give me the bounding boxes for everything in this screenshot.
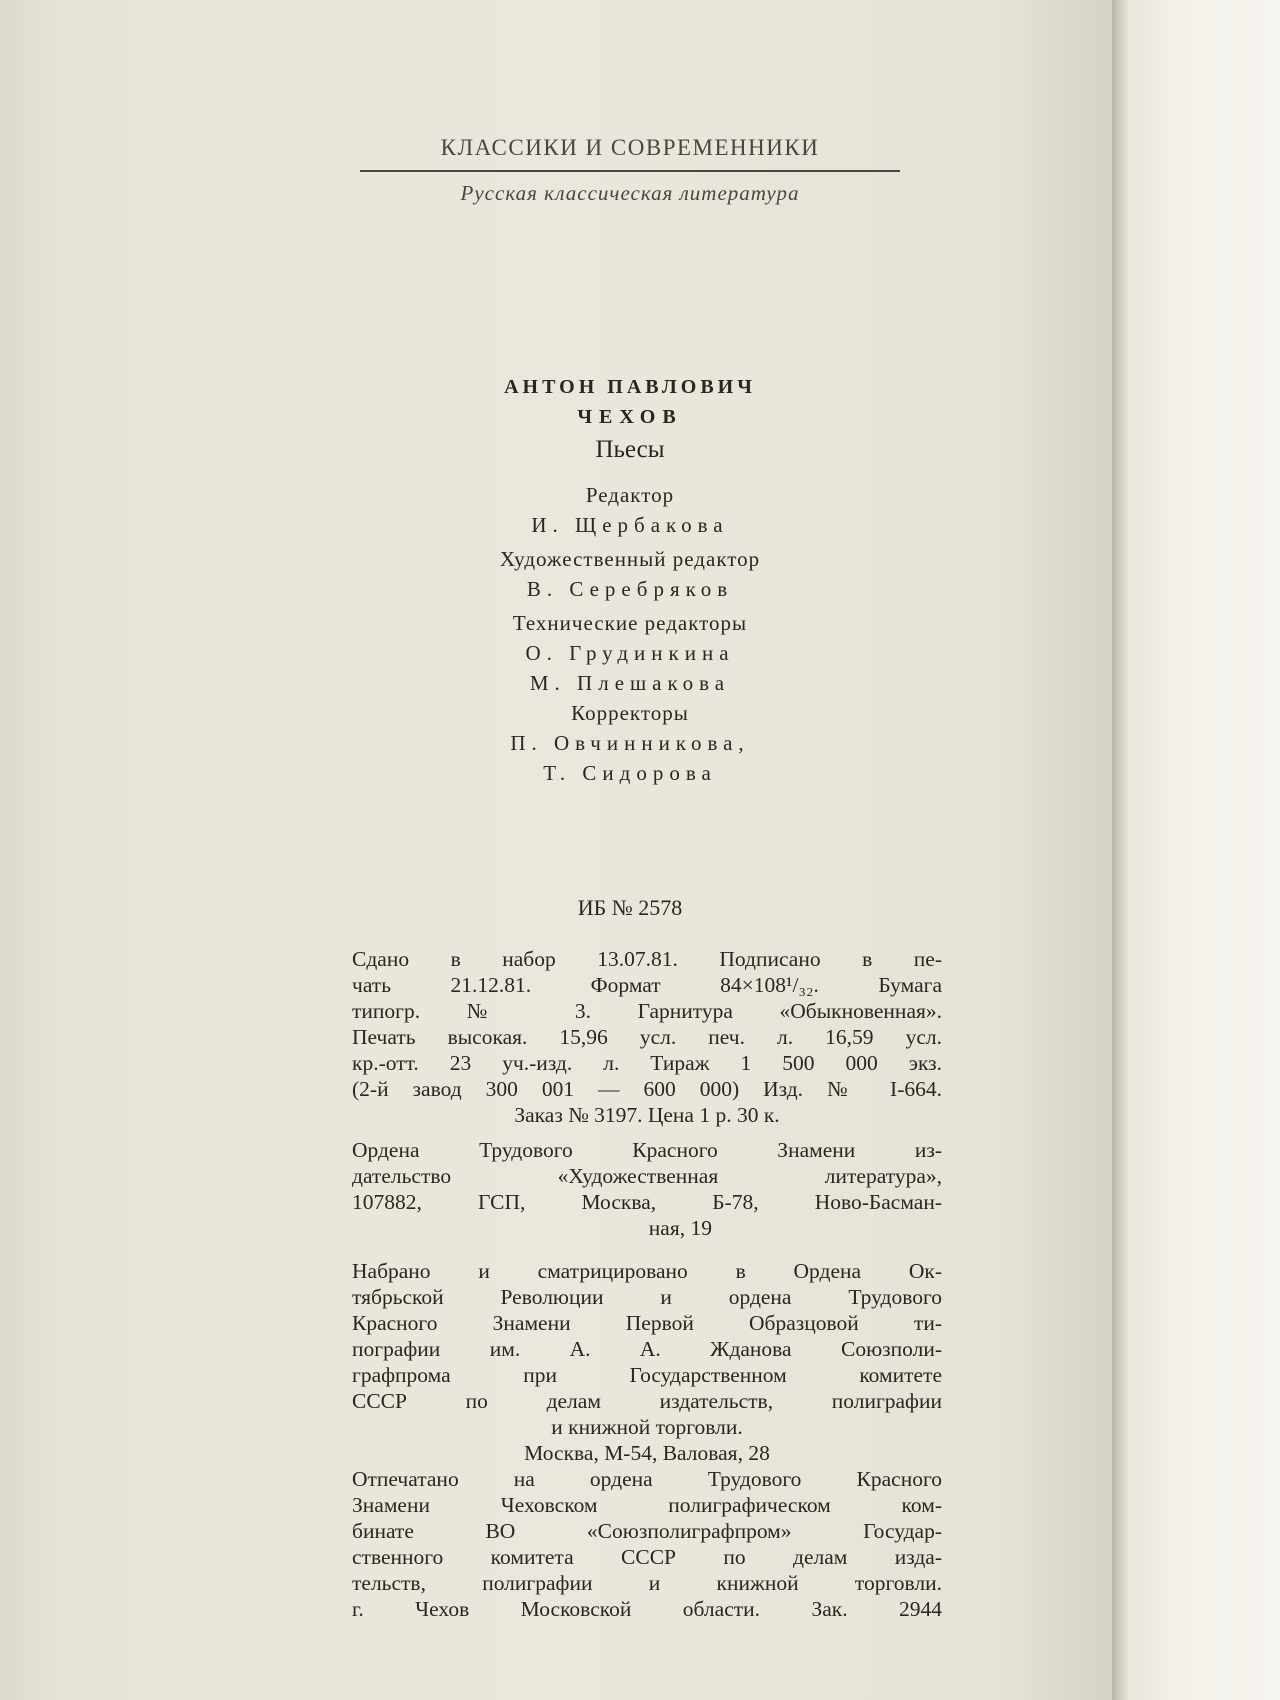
publisher-info-line: 107882, ГСП, Москва, Б-78, Ново-Басман- [352, 1190, 942, 1214]
author-name: АНТОН ПАВЛОВИЧ [504, 376, 756, 398]
print-info-line: типогр. № 3. Гарнитура «Обыкновенная». [352, 999, 942, 1023]
typeset-info-line: ственного комитета СССР по делам изда- [352, 1545, 942, 1569]
proofreaders-label: Корректоры [571, 701, 689, 725]
typeset-info-line: тельств, полиграфии и книжной торговли. [352, 1571, 942, 1595]
series-rule [360, 170, 900, 172]
typeset-info-line: г. Чехов Московской области. Зак. 2944 [352, 1597, 942, 1621]
series-name: КЛАССИКИ И СОВРЕМЕННИКИ [440, 135, 820, 160]
series-header [360, 130, 900, 208]
print-info-line: Сдано в набор 13.07.81. Подписано в пе- [352, 947, 942, 971]
editor-name: И. Щербакова [531, 513, 729, 537]
typeset-info-line: Знамени Чеховском полиграфическом ком- [352, 1493, 942, 1517]
publisher-info-line: Ордена Трудового Красного Знамени из- [352, 1138, 942, 1162]
author-surname: ЧЕХОВ [577, 406, 683, 428]
tech-editor-name: О. Грудинкина [525, 641, 735, 665]
print-info-line: Печать высокая. 15,96 усл. печ. л. 16,59 усл. [352, 1025, 942, 1049]
series-subtitle: Русская классическая литература [460, 181, 800, 205]
print-info [352, 946, 942, 1128]
typeset-info [352, 1258, 942, 1622]
publisher-info-line: ная, 19 [648, 1216, 712, 1240]
publisher-info-line: дательство «Художественная литература», [352, 1164, 942, 1188]
editor-label: Редактор [585, 483, 675, 507]
print-info-line: (2-й завод 300 001 — 600 000) Изд. № I-664. [352, 1077, 942, 1101]
typeset-info-line: тябрьской Революции и ордена Трудового [352, 1285, 942, 1309]
proofreader-name: П. Овчинникова, [510, 731, 750, 755]
ib-number: ИБ № 2578 [577, 895, 683, 920]
typeset-info-line: Красного Знамени Первой Образцовой ти- [352, 1311, 942, 1335]
typeset-info-line: бинате ВО «Союзполиграфпром» Государ- [352, 1519, 942, 1543]
typeset-info-line: Набрано и сматрицировано в Ордена Ок- [352, 1259, 942, 1283]
typeset-info-line: Москва, М-54, Валовая, 28 [524, 1441, 770, 1465]
art-editor-name: В. Серебряков [526, 577, 734, 601]
typeset-info-line: Отпечатано на ордена Трудового Красного [352, 1467, 942, 1491]
typeset-info-line: пографии им. А. А. Жданова Союзполи- [352, 1337, 942, 1361]
publisher-info [352, 1137, 942, 1241]
typeset-info-line: графпрома при Государственном комитете [352, 1363, 942, 1387]
book-title: Пьесы [595, 436, 665, 463]
typeset-info-line: СССР по делам издательств, полиграфии [352, 1389, 942, 1413]
tech-editor-name: М. Плешакова [529, 671, 731, 695]
page-edge [1112, 0, 1280, 1700]
art-editor-label: Художественный редактор [499, 547, 761, 571]
tech-editors-label: Технические редакторы [512, 611, 748, 635]
credits-block [340, 372, 920, 788]
print-info-line: чать 21.12.81. Формат 84×108¹/₃₂. Бумага [352, 973, 942, 997]
proofreader-name: Т. Сидорова [543, 761, 717, 785]
print-info-line: кр.-отт. 23 уч.-изд. л. Тираж 1 500 000 экз. [352, 1051, 942, 1075]
print-info-line: Заказ № 3197. Цена 1 р. 30 к. [514, 1103, 780, 1127]
typeset-info-line: и книжной торговли. [551, 1415, 743, 1439]
